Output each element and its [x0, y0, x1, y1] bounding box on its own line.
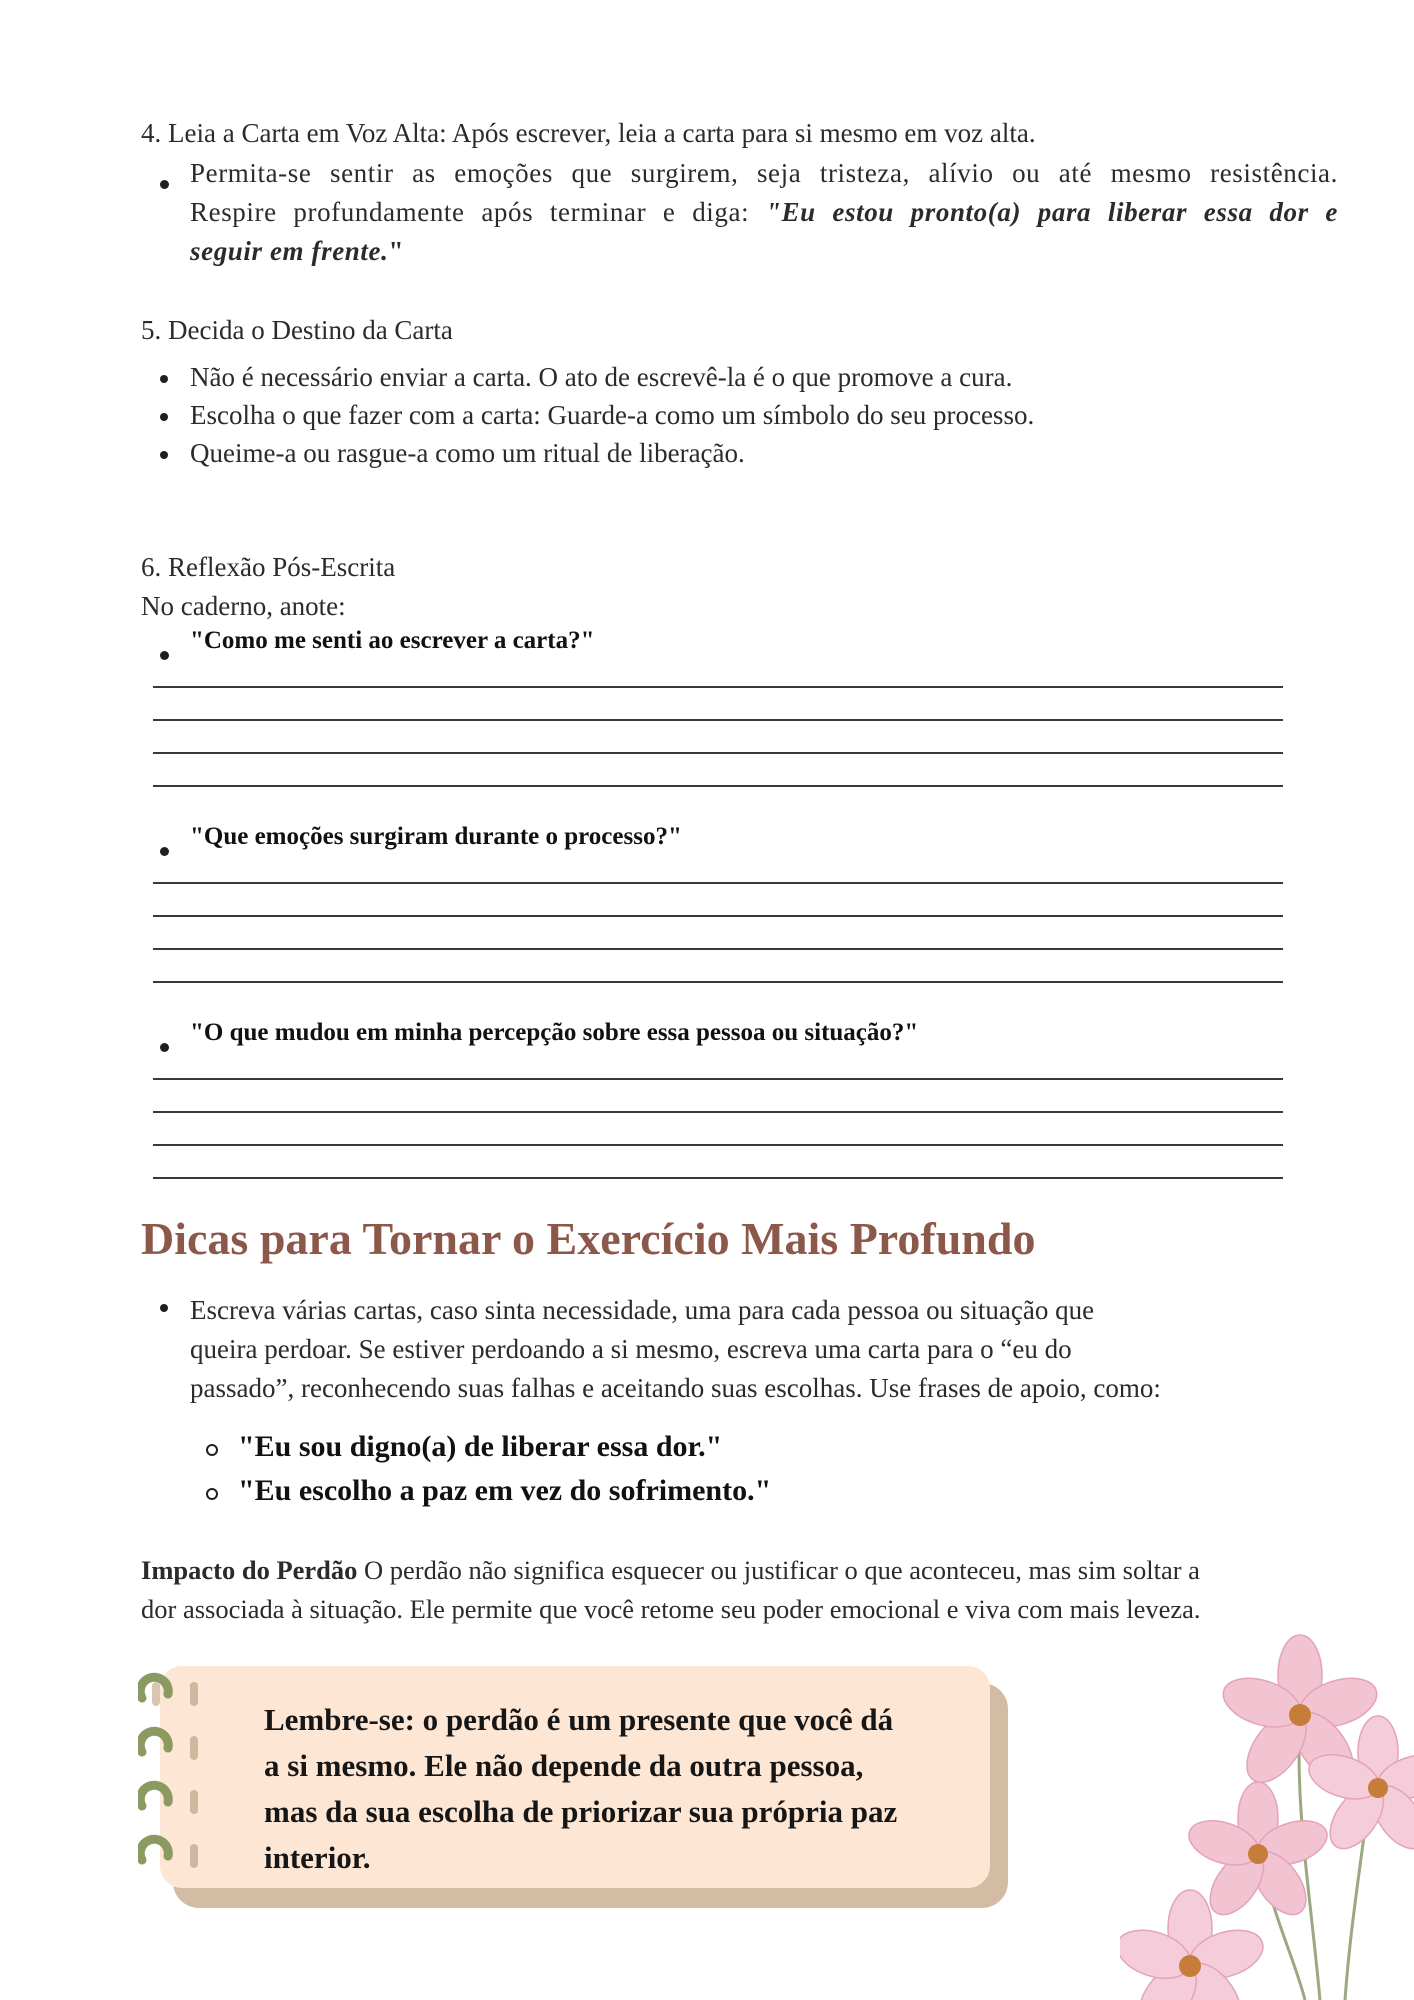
- impact-line2: dor associada à situação. Ele permite que você retome seu poder emocional e viva com mais leveza.: [141, 1594, 1201, 1624]
- tips-title: Dicas para Tornar o Exercício Mais Profundo: [141, 1213, 1036, 1264]
- step5-heading: 5. Decida o Destino da Carta: [141, 315, 453, 345]
- bullet-dot: [160, 413, 168, 421]
- note-text: [264, 1697, 964, 1881]
- answer-line[interactable]: [153, 752, 1283, 754]
- bullet-dot: [160, 375, 168, 383]
- step5-item: Queime-a ou rasgue-a como um ritual de liberação.: [190, 438, 745, 468]
- step4-line2: [190, 193, 1338, 231]
- answer-line[interactable]: [153, 1177, 1283, 1179]
- answer-line[interactable]: [153, 719, 1283, 721]
- bullet-dot: [160, 180, 169, 189]
- bullet-dot: [160, 1304, 168, 1312]
- answer-line[interactable]: [153, 915, 1283, 917]
- step4-affirmation-end: seguir em frente.: [190, 236, 389, 266]
- step4-line1: Permita-se sentir as emoções que surgirem, seja tristeza, alívio ou até mesmo resistência.: [190, 158, 1338, 188]
- bullet-dot: [160, 451, 168, 459]
- impact-line1: [141, 1551, 1200, 1589]
- tips-line: passado”, reconhecendo suas falhas e aceitando suas escolhas. Use frases de apoio, como:: [190, 1373, 1161, 1403]
- bullet-dot: [160, 847, 169, 856]
- answer-line[interactable]: [153, 981, 1283, 983]
- step4-line2-plain: Respire profundamente após terminar e diga:: [190, 197, 766, 227]
- impact-label: Impacto do Perdão: [141, 1555, 358, 1585]
- impact-text1: O perdão não significa esquecer ou justificar o que aconteceu, mas sim soltar a: [357, 1555, 1200, 1585]
- tips-line: queira perdoar. Se estiver perdoando a si mesmo, escreva uma carta para o “eu do: [190, 1334, 1072, 1364]
- tips-line: Escreva várias cartas, caso sinta necessidade, uma para cada pessoa ou situação que: [190, 1295, 1095, 1325]
- supportive-phrase: "Eu sou digno(a) de liberar essa dor.": [238, 1430, 723, 1463]
- step5-item: Escolha o que fazer com a carta: Guarde-a como um símbolo do seu processo.: [190, 400, 1035, 430]
- reflection-question: "Que emoções surgiram durante o processo?": [190, 823, 682, 850]
- reflection-question: "O que mudou em minha percepção sobre essa pessoa ou situação?": [190, 1019, 919, 1046]
- step6-heading: 6. Reflexão Pós-Escrita: [141, 552, 396, 582]
- note-line: Lembre-se: o perdão é um presente que você dá: [264, 1702, 894, 1737]
- step4-heading: 4. Leia a Carta em Voz Alta: Após escrever, leia a carta para si mesmo em voz alta.: [141, 118, 1036, 148]
- answer-line[interactable]: [153, 1111, 1283, 1113]
- supportive-phrase: "Eu escolho a paz em vez do sofrimento.": [238, 1474, 772, 1507]
- note-line: mas da sua escolha de priorizar sua própria paz: [264, 1794, 898, 1829]
- step4-affirmation-start: "Eu estou pronto(a) para liberar essa dor e: [765, 197, 1338, 227]
- note-line: interior.: [264, 1840, 371, 1875]
- answer-line[interactable]: [153, 1078, 1283, 1080]
- bullet-dot: [160, 651, 169, 660]
- answer-line[interactable]: [153, 948, 1283, 950]
- step4-affirmation-quote: ": [388, 236, 405, 266]
- note-line: a si mesmo. Ele não depende da outra pessoa,: [264, 1748, 864, 1783]
- bullet-dot: [160, 1043, 169, 1052]
- step4-line3: [190, 232, 404, 270]
- circle-bullet: [206, 1488, 218, 1500]
- step6-intro: No caderno, anote:: [141, 591, 346, 621]
- spiral-binding-icon: [138, 1672, 198, 1892]
- circle-bullet: [206, 1444, 218, 1456]
- answer-line[interactable]: [153, 882, 1283, 884]
- answer-line[interactable]: [153, 686, 1283, 688]
- answer-line[interactable]: [153, 785, 1283, 787]
- step5-item: Não é necessário enviar a carta. O ato de escrevê-la é o que promove a cura.: [190, 362, 1013, 392]
- answer-line[interactable]: [153, 1144, 1283, 1146]
- flower-illustration-icon: [1120, 1630, 1414, 2000]
- reflection-question: "Como me senti ao escrever a carta?": [190, 627, 595, 654]
